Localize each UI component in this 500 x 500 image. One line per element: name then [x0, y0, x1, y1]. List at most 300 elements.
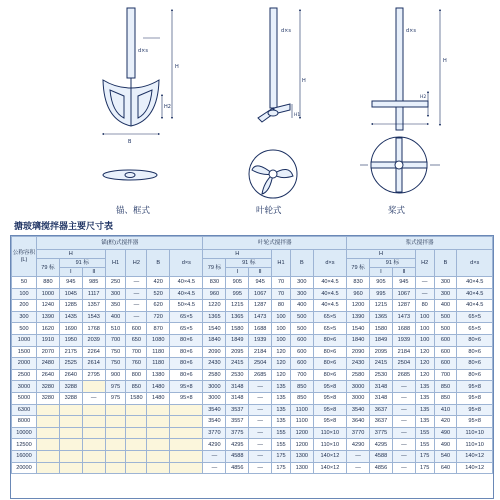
table-cell: 880	[36, 277, 59, 289]
table-cell: —	[82, 392, 105, 404]
table-cell: 2685	[249, 369, 272, 381]
table-cell: 3637	[370, 416, 393, 428]
paddle-h2-header: H2	[415, 250, 434, 277]
table-cell: 1045	[59, 288, 82, 300]
paddle-std91-header: 91 标	[370, 259, 416, 268]
table-cell: 1300	[290, 450, 313, 462]
table-cell: 80×6	[170, 358, 203, 370]
table-cell: 300	[290, 277, 313, 289]
table-cell: 500	[290, 311, 313, 323]
table-cell: 40×4.5	[457, 277, 493, 289]
volume-cell: 200	[12, 300, 37, 312]
table-cell: 1390	[347, 311, 370, 323]
table-cell	[126, 427, 147, 439]
table-cell: 1620	[36, 323, 59, 335]
table-cell	[126, 404, 147, 416]
table-cell: —	[249, 439, 272, 451]
table-cell: 850	[434, 392, 457, 404]
table-cell: 1200	[290, 439, 313, 451]
table-cell: 1480	[147, 381, 170, 393]
table-cell: 600	[290, 358, 313, 370]
table-cell: 3770	[347, 427, 370, 439]
table-cell: 830	[203, 277, 226, 289]
anchor-h2-label: H2	[164, 104, 171, 110]
anchor-ds-header: d×s	[170, 250, 203, 277]
anchor-type2-header: Ⅱ	[82, 268, 105, 277]
table-cell	[59, 416, 82, 428]
table-cell: 40×4.5	[313, 288, 346, 300]
table-cell: —	[126, 277, 147, 289]
table-cell: 80×6	[313, 358, 346, 370]
anchor-h-label: H	[175, 64, 179, 70]
table-cell: 2525	[59, 358, 82, 370]
anchor-std79-header: 79 标	[36, 259, 59, 277]
table-cell: 3540	[203, 416, 226, 428]
impeller-ds-label: d×s	[281, 28, 291, 34]
table-cell: 1100	[290, 416, 313, 428]
table-cell: 155	[415, 427, 434, 439]
paddle-h2-label: H2	[420, 95, 427, 100]
table-cell: 120	[415, 346, 434, 358]
volume-cell: 6300	[12, 404, 37, 416]
table-cell	[147, 450, 170, 462]
table-cell: 65×5	[313, 311, 346, 323]
table-cell: 1580	[126, 392, 147, 404]
table-cell: 2095	[226, 346, 249, 358]
impeller-h1-label: H1	[294, 113, 301, 118]
table-cell: 80×6	[170, 334, 203, 346]
table-cell: 2580	[347, 369, 370, 381]
table-cell: —	[249, 381, 272, 393]
table-cell: 1287	[249, 300, 272, 312]
anchor-std91-header: 91 标	[59, 259, 105, 268]
table-cell	[105, 439, 126, 451]
table-cell: 400	[105, 311, 126, 323]
table-cell: 1080	[147, 334, 170, 346]
table-cell: 4856	[370, 462, 393, 474]
table-cell: 3000	[203, 381, 226, 393]
table-cell: 155	[272, 427, 291, 439]
table-cell: —	[249, 427, 272, 439]
table-cell: —	[415, 277, 434, 289]
table-cell: 4290	[203, 439, 226, 451]
table-cell: —	[347, 462, 370, 474]
table-cell: 960	[347, 288, 370, 300]
volume-cell: 1500	[12, 346, 37, 358]
table-cell	[105, 404, 126, 416]
table-cell	[105, 427, 126, 439]
table-cell: 1688	[249, 323, 272, 335]
table-cell: 850	[290, 392, 313, 404]
table-cell: 140×12	[313, 450, 346, 462]
volume-cell: 300	[12, 311, 37, 323]
table-cell: 175	[415, 462, 434, 474]
table-cell: —	[249, 450, 272, 462]
table-cell: 40×4.5	[313, 277, 346, 289]
table-cell: 80×6	[457, 358, 493, 370]
table-cell: —	[392, 427, 415, 439]
table-cell: 135	[272, 416, 291, 428]
table-cell: 500	[434, 311, 457, 323]
table-cell: 700	[290, 369, 313, 381]
table-cell: —	[415, 288, 434, 300]
volume-cell: 8000	[12, 416, 37, 428]
table-cell: —	[392, 404, 415, 416]
volume-cell: 12500	[12, 439, 37, 451]
table-cell: 600	[434, 346, 457, 358]
impeller-ds-header: d×s	[313, 250, 346, 277]
table-cell: 1285	[59, 300, 82, 312]
volume-cell: 3000	[12, 381, 37, 393]
table-cell: 80	[415, 300, 434, 312]
table-cell	[170, 404, 203, 416]
paddle-type1-header: Ⅰ	[370, 268, 393, 277]
table-cell: 140×12	[457, 462, 493, 474]
table-cell: 3000	[347, 381, 370, 393]
anchor-b-label: B	[128, 139, 132, 145]
caption-impeller: 叶轮式	[256, 206, 282, 216]
table-cell: 95×8	[457, 392, 493, 404]
table-cell: 65×5	[313, 323, 346, 335]
table-cell: 1849	[226, 334, 249, 346]
table-cell: 1939	[249, 334, 272, 346]
table-cell: 155	[415, 439, 434, 451]
table-cell: 2039	[82, 334, 105, 346]
table-cell: 135	[272, 404, 291, 416]
table-cell: 95×8	[170, 392, 203, 404]
table-row	[12, 369, 493, 381]
table-cell: 95×8	[457, 404, 493, 416]
table-cell: 1365	[203, 311, 226, 323]
table-cell: 300	[105, 288, 126, 300]
table-cell: 1540	[347, 323, 370, 335]
table-cell: 175	[272, 462, 291, 474]
table-row	[12, 416, 493, 428]
table-cell: 80×6	[457, 369, 493, 381]
table-cell: 760	[126, 358, 147, 370]
impeller-type2-header: Ⅱ	[249, 268, 272, 277]
table-cell: 1067	[392, 288, 415, 300]
anchor-h1-header: H1	[105, 250, 126, 277]
table-cell: —	[392, 381, 415, 393]
table-cell: 700	[434, 369, 457, 381]
table-cell: 1117	[82, 288, 105, 300]
table-cell: 1200	[347, 300, 370, 312]
table-cell	[59, 404, 82, 416]
volume-cell: 2000	[12, 358, 37, 370]
table-cell: 2184	[392, 346, 415, 358]
table-cell: 2504	[249, 358, 272, 370]
table-cell: 905	[226, 277, 249, 289]
table-cell: 1840	[347, 334, 370, 346]
table-cell: 500	[290, 323, 313, 335]
table-cell: 3537	[226, 404, 249, 416]
table-cell: 1690	[59, 323, 82, 335]
table-cell: 1220	[203, 300, 226, 312]
table-cell	[105, 462, 126, 474]
table-cell: 2175	[59, 346, 82, 358]
table-cell: 600	[126, 323, 147, 335]
table-cell: —	[126, 288, 147, 300]
table-cell: 500	[434, 323, 457, 335]
table-cell: 95×8	[457, 416, 493, 428]
table-cell: 4290	[347, 439, 370, 451]
dimension-table-panel	[10, 235, 494, 499]
table-cell: 1849	[370, 334, 393, 346]
table-cell: 2530	[226, 369, 249, 381]
table-cell: 135	[272, 392, 291, 404]
table-cell	[59, 427, 82, 439]
table-cell: 100	[272, 311, 291, 323]
table-cell: 95×8	[457, 381, 493, 393]
table-cell: 600	[434, 334, 457, 346]
table-cell: 4295	[226, 439, 249, 451]
table-cell: 410	[434, 404, 457, 416]
table-cell: 70	[272, 288, 291, 300]
paddle-b-header: B	[434, 250, 457, 277]
table-cell: 1200	[290, 427, 313, 439]
table-cell: 100	[272, 334, 291, 346]
table-cell: 2184	[249, 346, 272, 358]
table-cell: 2430	[203, 358, 226, 370]
table-cell: —	[249, 404, 272, 416]
table-cell: 850	[290, 381, 313, 393]
table-cell: 120	[272, 358, 291, 370]
table-cell: 600	[290, 346, 313, 358]
table-cell: 135	[415, 404, 434, 416]
table-row	[12, 450, 493, 462]
table-cell: 95×8	[313, 416, 346, 428]
table-cell: 350	[105, 300, 126, 312]
table-cell: 1240	[36, 300, 59, 312]
table-cell: 2685	[392, 369, 415, 381]
table-cell: 4588	[226, 450, 249, 462]
table-cell: —	[249, 416, 272, 428]
table-row	[12, 288, 493, 300]
table-cell: 110×10	[313, 439, 346, 451]
table-cell: 1480	[147, 392, 170, 404]
table-cell: 2430	[347, 358, 370, 370]
anchor-h-header: H	[36, 250, 105, 259]
table-cell	[170, 462, 203, 474]
anchor-ds-label: d×s	[138, 48, 148, 54]
table-cell: —	[126, 300, 147, 312]
table-cell: 1435	[59, 311, 82, 323]
table-cell: 2415	[226, 358, 249, 370]
table-cell: 1215	[370, 300, 393, 312]
table-cell: 2640	[36, 369, 59, 381]
table-cell: 1100	[290, 404, 313, 416]
table-cell: —	[392, 392, 415, 404]
table-cell: 3288	[59, 392, 82, 404]
table-cell: 700	[105, 334, 126, 346]
table-cell: 1910	[36, 334, 59, 346]
anchor-b-header: B	[147, 250, 170, 277]
table-cell: 50×4.5	[170, 300, 203, 312]
table-cell: 985	[82, 277, 105, 289]
impeller-b-header: B	[290, 250, 313, 277]
table-cell	[82, 381, 105, 393]
table-cell: 1357	[82, 300, 105, 312]
table-cell: 850	[434, 381, 457, 393]
table-cell: 3557	[226, 416, 249, 428]
table-cell: 720	[147, 311, 170, 323]
table-cell: 945	[392, 277, 415, 289]
table-row	[12, 358, 493, 370]
table-cell: —	[392, 450, 415, 462]
table-cell: 300	[434, 288, 457, 300]
table-cell	[59, 450, 82, 462]
table-cell: 95×8	[313, 381, 346, 393]
table-cell	[170, 450, 203, 462]
table-cell: 95×8	[313, 404, 346, 416]
table-cell	[82, 404, 105, 416]
table-cell: 95×8	[313, 392, 346, 404]
table-cell: 420	[147, 277, 170, 289]
table-cell	[82, 450, 105, 462]
table-cell	[82, 439, 105, 451]
agitator-diagrams	[0, 0, 500, 218]
table-cell: 3148	[226, 381, 249, 393]
table-row	[12, 404, 493, 416]
volume-cell: 5000	[12, 392, 37, 404]
table-cell: 3000	[347, 392, 370, 404]
table-cell: 1380	[147, 369, 170, 381]
table-row	[12, 462, 493, 474]
table-cell: 3637	[370, 404, 393, 416]
table-cell: —	[249, 392, 272, 404]
group-header-anchor: 锚(框)式搅拌器	[36, 237, 203, 250]
impeller-type1-header: Ⅰ	[226, 268, 249, 277]
table-cell: 40×4.5	[170, 277, 203, 289]
table-cell: 40×4.5	[313, 300, 346, 312]
table-cell: 95×8	[170, 381, 203, 393]
table-cell: 1390	[36, 311, 59, 323]
table-cell: 65×5	[457, 311, 493, 323]
table-cell	[170, 427, 203, 439]
table-cell: 135	[415, 381, 434, 393]
caption-paddle: 桨式	[388, 206, 406, 216]
table-cell: 2480	[36, 358, 59, 370]
table-cell: 80×6	[170, 369, 203, 381]
table-cell: 2415	[370, 358, 393, 370]
anchor-type1-header: Ⅰ	[59, 268, 82, 277]
table-cell: 135	[415, 416, 434, 428]
table-cell	[36, 439, 59, 451]
table-cell	[147, 416, 170, 428]
table-cell: 3148	[370, 392, 393, 404]
table-cell: 3775	[370, 427, 393, 439]
table-cell	[82, 462, 105, 474]
table-cell: 995	[370, 288, 393, 300]
table-cell: —	[203, 450, 226, 462]
table-cell: 1950	[59, 334, 82, 346]
table-cell: 3280	[36, 392, 59, 404]
volume-cell: 50	[12, 277, 37, 289]
volume-cell: 1000	[12, 334, 37, 346]
table-cell: —	[392, 462, 415, 474]
table-cell: 750	[105, 358, 126, 370]
table-cell: 140×12	[457, 450, 493, 462]
table-cell: 1540	[203, 323, 226, 335]
table-cell: 945	[59, 277, 82, 289]
table-cell: 1365	[226, 311, 249, 323]
table-cell: 80×6	[457, 346, 493, 358]
table-cell: 1067	[249, 288, 272, 300]
paddle-ds-label: d×s	[406, 28, 416, 34]
corner-header: 公称容积(L)	[12, 237, 37, 277]
table-cell	[126, 462, 147, 474]
table-cell: 4588	[370, 450, 393, 462]
table-row	[12, 323, 493, 335]
table-cell	[147, 427, 170, 439]
table-cell: 110×10	[457, 427, 493, 439]
table-cell: 975	[105, 392, 126, 404]
paddle-h-label: H	[443, 58, 447, 64]
table-cell: 40×4.5	[457, 288, 493, 300]
table-cell: 80	[272, 300, 291, 312]
table-cell: 400	[290, 300, 313, 312]
table-cell: 2090	[203, 346, 226, 358]
table-cell: 120	[272, 369, 291, 381]
table-cell: 2070	[36, 346, 59, 358]
table-cell	[36, 450, 59, 462]
table-row	[12, 381, 493, 393]
paddle-ds-header: d×s	[457, 250, 493, 277]
table-cell: 975	[105, 381, 126, 393]
table-cell: —	[392, 439, 415, 451]
table-cell: 995	[226, 288, 249, 300]
table-cell: 175	[272, 450, 291, 462]
table-cell: 80×6	[457, 334, 493, 346]
table-cell: 65×5	[457, 323, 493, 335]
table-cell: 3148	[370, 381, 393, 393]
volume-cell: 100	[12, 288, 37, 300]
table-cell: 830	[347, 277, 370, 289]
table-cell: 620	[147, 300, 170, 312]
table-cell: 1300	[290, 462, 313, 474]
table-cell: 2614	[82, 358, 105, 370]
table-cell: 640	[434, 462, 457, 474]
table-cell: 2504	[392, 358, 415, 370]
table-cell	[36, 404, 59, 416]
impeller-h-label: H	[302, 78, 306, 84]
table-cell: 1543	[82, 311, 105, 323]
volume-cell: 500	[12, 323, 37, 335]
impeller-h-header: H	[203, 250, 272, 259]
table-cell: 3288	[59, 381, 82, 393]
table-cell: 40×4.5	[170, 288, 203, 300]
table-cell	[82, 427, 105, 439]
table-cell: 100	[415, 334, 434, 346]
anchor-frame-agitator-drawing	[103, 8, 172, 180]
table-cell: 2095	[370, 346, 393, 358]
table-cell: 80×6	[313, 346, 346, 358]
volume-cell: 10000	[12, 427, 37, 439]
table-cell: 420	[434, 416, 457, 428]
table-cell: 3540	[203, 404, 226, 416]
table-cell: 1365	[370, 311, 393, 323]
table-cell: 900	[105, 369, 126, 381]
table-cell: 600	[434, 358, 457, 370]
table-cell	[36, 427, 59, 439]
table-cell: —	[249, 462, 272, 474]
impeller-std79-header: 79 标	[203, 259, 226, 277]
table-cell: 4856	[226, 462, 249, 474]
table-row	[12, 300, 493, 312]
table-cell: 750	[105, 346, 126, 358]
table-cell: —	[126, 311, 147, 323]
